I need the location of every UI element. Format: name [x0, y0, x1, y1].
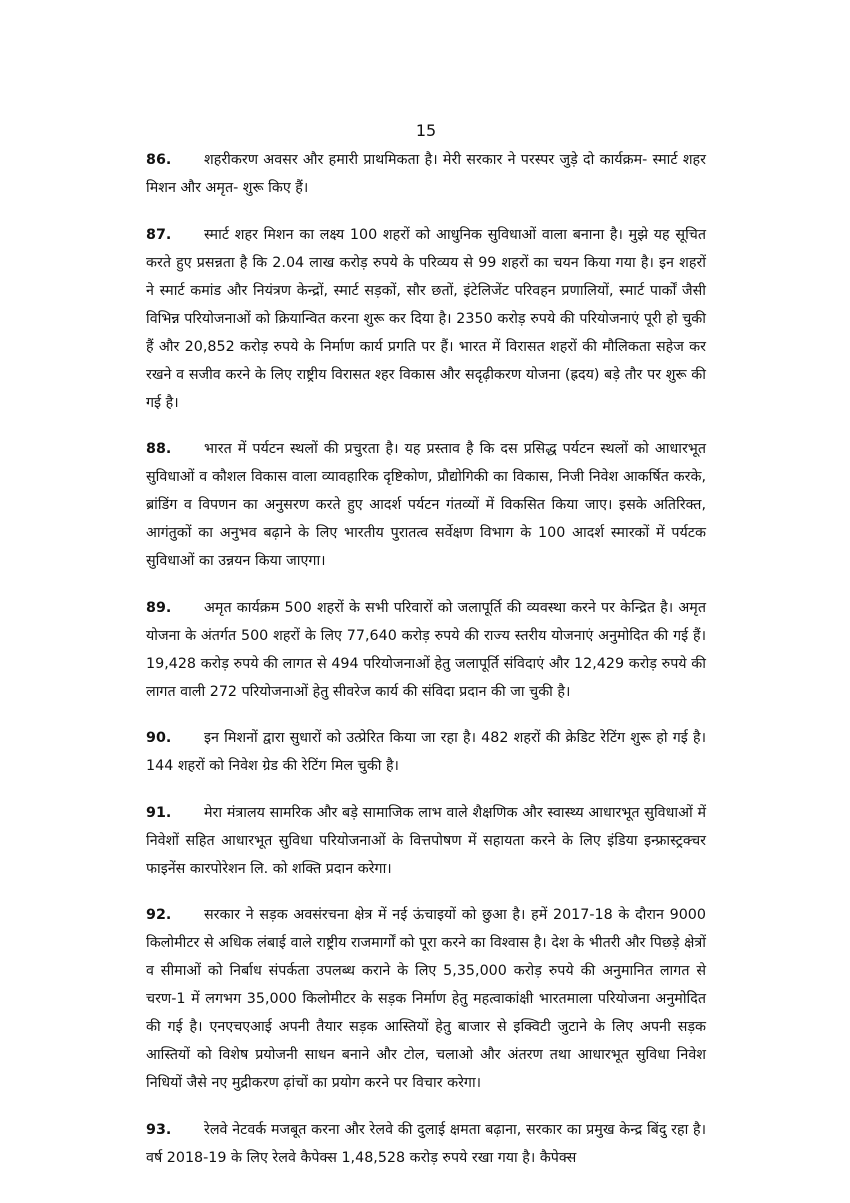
- paragraph-text: भारत में पर्यटन स्थलों की प्रचुरता है। यह प्रस्ताव है कि दस प्रसिद्ध पर्यटन स्थलों को आधारभूत सुविधाओं व कौशल विकास वाला व्यावहारिक दृष्टिकोण, प्रौद्योगिकी का विकास, निजी निवेश आकर्षित करके, ब्रांडिंग व विपणन का अनुसरण करते हुए आदर्श पर्यटन गंतव्यों में विकसित किया जाए। इसके अतिरिक्त, आगंतुकों का अनुभव बढ़ाने के लिए भारतीय पुरातत्व सर्वेक्षण विभाग के 100 आदर्श स्मारकों में पर्यटक सुविधाओं का उन्नयन किया जाएगा।: [146, 441, 706, 569]
- paragraph-text: मेरा मंत्रालय सामरिक और बड़े सामाजिक लाभ वाले शैक्षणिक और स्वास्थ्य आधारभूत सुविधाओं में निवेशों सहित आधारभूत सुविधा परियोजनाओं के वित्तपोषण में सहायता करने के लिए इंडिया इन्फ्रास्ट्रक्चर फाइनेंस कारपोरेशन लि. को शक्ति प्रदान करेगा।: [146, 804, 706, 877]
- paragraph-number: 90.: [146, 730, 172, 746]
- paragraph-93: [146, 1116, 706, 1172]
- paragraph-text: स्मार्ट शहर मिशन का लक्ष्य 100 शहरों को आधुनिक सुविधाओं वाला बनाना है। मुझे यह सूचित करते हुए प्रसन्नता है कि 2.04 लाख करोड़ रुपये के परिव्यय से 99 शहरों का चयन किया गया है। इन शहरों ने स्मार्ट कमांड और नियंत्रण केन्द्रों, स्मार्ट सड़कों, सौर छतों, इंटेलिजेंट परिवहन प्रणालियों, स्मार्ट पार्कों जैसी विभिन्न परियोजनाओं को क्रियान्वित करना शुरू कर दिया है। 2350 करोड़ रुपये की परियोजनाएं पूरी हो चुकी हैं और 20,852 करोड़ रुपये के निर्माण कार्य प्रगति पर हैं। भारत में विरासत शहरों की मौलिकता सहेज कर रखने व सजीव करने के लिए राष्ट्रीय विरासत श्हर विकास और सदृढ़ीकरण योजना (ह्रदय) बड़े तौर पर शुरू की गई है।: [146, 226, 706, 411]
- paragraph-number: 93.: [146, 1121, 172, 1138]
- paragraph-number: 86.: [146, 152, 172, 168]
- paragraph-86: [146, 146, 706, 202]
- paragraph-number: 92.: [146, 907, 172, 923]
- page-number: 15: [415, 121, 437, 140]
- document-page: [146, 118, 706, 1190]
- paragraph-number: 89.: [146, 599, 172, 616]
- paragraph-number: 91.: [146, 804, 172, 821]
- paragraph-87: [146, 221, 706, 417]
- paragraph-text: रेलवे नेटवर्क मजबूत करना और रेलवे की दुलाई क्षमता बढ़ाना, सरकार का प्रमुख केन्द्र बिंदु रहा है। वर्ष 2018-19 के लिए रेलवे कैपेक्स 1,48,528 करोड़ रुपये रखा गया है। कैपेक्स: [146, 1121, 706, 1166]
- paragraph-91: [146, 799, 706, 883]
- paragraph-number: 87.: [146, 226, 172, 243]
- paragraph-text: शहरीकरण अवसर और हमारी प्राथमिकता है। मेरी सरकार ने परस्पर जुड़े दो कार्यक्रम- स्मार्ट शहर मिशन और अमृत- शुरू किए हैं।: [146, 152, 706, 196]
- paragraph-text: सरकार ने सड़क अवसंरचना क्षेत्र में नई ऊंचाइयों को छुआ है। हमें 2017-18 के दौरान 9000 किलोमीटर से अधिक लंबाई वाले राष्ट्रीय राजमार्गों को पूरा करने का विश्वास है। देश के भीतरी और पिछड़े क्षेत्रों व सीमाओं को निर्बाध संपर्कता उपलब्ध कराने के लिए 5,35,000 करोड़ रुपये की अनुमानित लागत से चरण-1 में लगभग 35,000 किलोमीटर के सड़क निर्माण हेतु महत्वाकांक्षी भारतमाला परियोजना अनुमोदित की गई है। एनएचएआई अपनी तैयार सड़क आस्तियों हेतु बाजार से इक्विटी जुटाने के लिए अपनी सड़क आस्तियों को विशेष प्रयोजनी साधन बनाने और टोल, चलाओ और अंतरण तथा आधारभूत सुविधा निवेश निधियों जैसे नए मुद्रीकरण ढ़ांचों का प्रयोग करने पर विचार करेगा।: [146, 907, 706, 1091]
- paragraph-text: इन मिशनों द्वारा सुधारों को उत्प्रेरित किया जा रहा है। 482 शहरों की क्रेडिट रेटिंग शुरू हो गई है। 144 शहरों को निवेश ग्रेड की रेटिंग मिल चुकी है।: [146, 730, 706, 774]
- paragraph-90: [146, 724, 706, 780]
- paragraph-89: [146, 594, 706, 706]
- paragraph-text: अमृत कार्यक्रम 500 शहरों के सभी परिवारों को जलापूर्ति की व्यवस्था करने पर केन्द्रित है। अमृत योजना के अंतर्गत 500 शहरों के लिए 77,640 करोड़ रुपये की राज्य स्तरीय योजनाएं अनुमोदित की गई हैं। 19,428 करोड़ रुपये की लागत से 494 परियोजनाओं हेतु जलापूर्ति संविदाएं और 12,429 करोड़ रुपये की लागत वाली 272 परियोजनाओं हेतु सीवरेज कार्य की संविदा प्रदान की जा चुकी है।: [146, 599, 706, 700]
- paragraph-88: [146, 435, 706, 575]
- paragraph-number: 88.: [146, 441, 172, 457]
- paragraph-92: [146, 901, 706, 1097]
